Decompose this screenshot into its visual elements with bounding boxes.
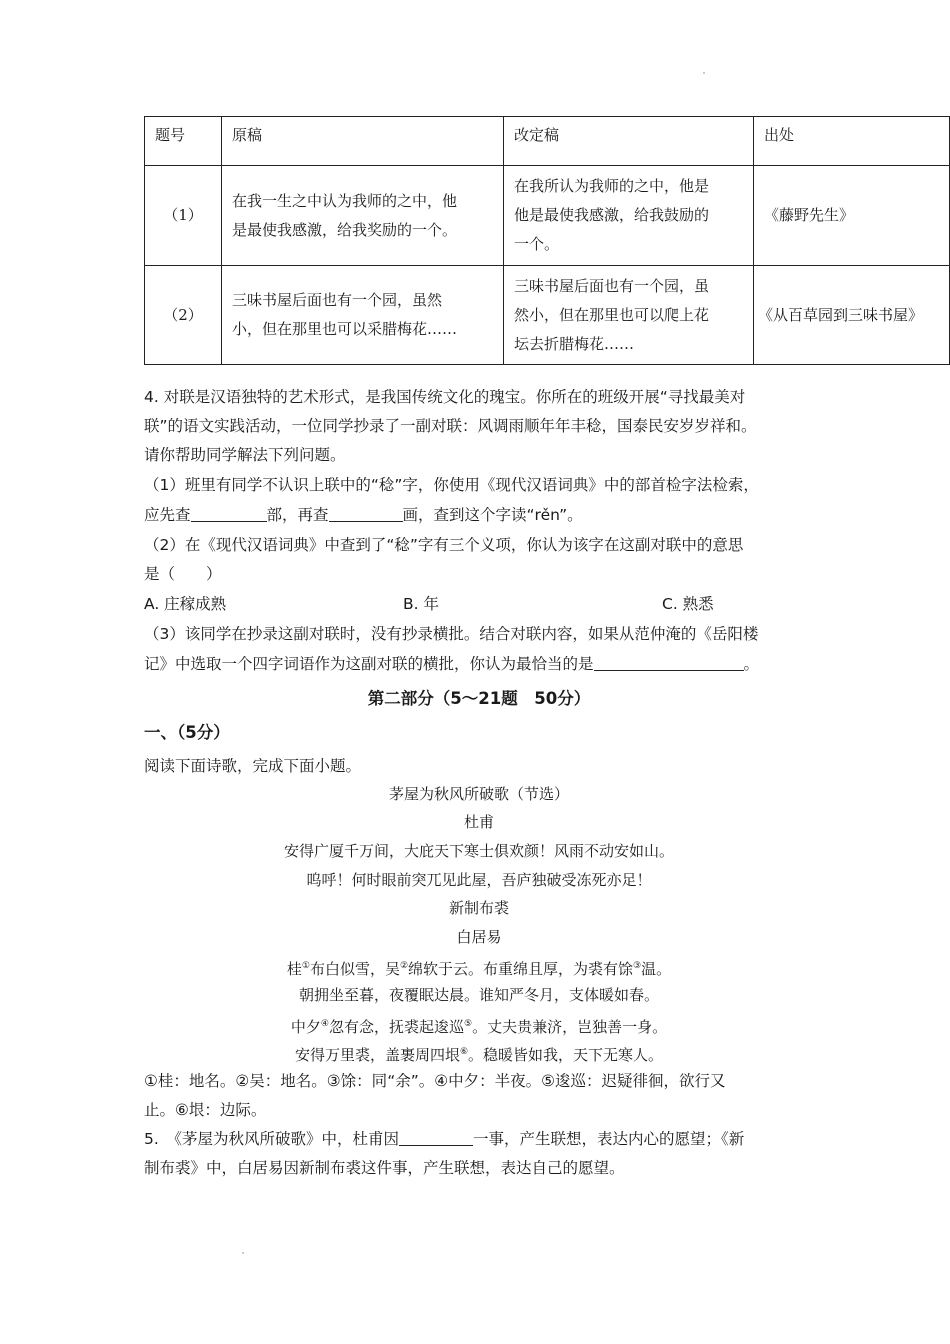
header-source: 出处	[754, 117, 950, 166]
text-segment: 。稳暖皆如我，天下无寒人。	[468, 1046, 664, 1064]
text-line: 一个。	[514, 235, 560, 253]
q4-part3-line: （3）该同学在抄录这副对联时，没有抄录横批。结合对联内容，如果从范仲淹的《岳阳楼	[144, 625, 759, 643]
part2-title: 第二部分（5～21题 50分）	[367, 689, 591, 708]
poem2-line	[144, 952, 814, 984]
header-original: 原稿	[222, 117, 504, 166]
original-text	[222, 266, 504, 365]
footnote-marker: ⑤	[464, 1019, 473, 1029]
q5-line	[144, 1125, 744, 1154]
q4-part1-answer-line	[144, 501, 583, 530]
text-segment: 桂	[286, 960, 302, 978]
poem2-line: 朝拥坐至暮，夜覆眠达晨。谁知严冬月，支体暖如春。	[298, 986, 659, 1004]
header-number: 题号	[145, 117, 222, 166]
q4-part2-line: （2）在《现代汉语词典》中查到了“稔”字有三个义项，你认为该字在这副对联中的意思	[144, 536, 744, 554]
poem1-title: 茅屋为秋风所破歌（节选）	[388, 785, 569, 803]
event-answer-blank[interactable]	[399, 1127, 473, 1146]
text-line: 三味书屋后面也有一个园，虽然	[232, 291, 443, 309]
q4-intro-line: 联”的语文实践活动，一位同学抄录了一副对联：风调雨顺年年丰稔，国泰民安岁岁祥和。	[144, 417, 757, 435]
revised-text	[504, 266, 754, 365]
text-line: 小，但在那里也可以采腊梅花……	[232, 320, 458, 338]
row-number: （1）	[145, 166, 222, 266]
text-line: 在我一生之中认为我师的之中，他	[232, 191, 458, 210]
text-segment: 。丈夫贵兼济，岂独善一身。	[472, 1018, 668, 1036]
poem2-title: 新制布裘	[448, 899, 509, 917]
q4-intro-line: 4. 对联是汉语独特的艺术形式，是我国传统文化的瑰宝。你所在的班级开展“寻找最美对	[144, 388, 746, 406]
poem2-author: 白居易	[456, 928, 502, 946]
row-number: （2）	[145, 266, 222, 365]
radical-answer-blank[interactable]	[191, 503, 267, 522]
text-segment: 5. 《茅屋为秋风所破歌》中，杜甫因	[144, 1130, 400, 1148]
section-one-heading: 一、（5分）	[144, 723, 230, 742]
stroke-count-answer-blank[interactable]	[329, 503, 403, 522]
option-a[interactable]: A. 庄稼成熟	[144, 595, 227, 613]
text-segment: 应先查	[144, 506, 191, 524]
text-segment: 。	[743, 655, 760, 673]
q4-part2-line: 是（ ）	[144, 565, 222, 583]
text-segment: 中夕	[290, 1018, 321, 1036]
q4-intro-line: 请你帮助同学解法下列问题。	[144, 446, 346, 464]
header-revised: 改定稿	[504, 117, 754, 166]
annotation-line: ①桂：地名。②吴：地名。③馀：同“余”。④中夕：半夜。⑤逡巡：迟疑徘徊，欲行又	[144, 1072, 726, 1090]
text-line: 然小，但在那里也可以爬上花	[514, 305, 710, 324]
revised-text	[504, 166, 754, 266]
poem1-line: 安得广厦千万间，大庇天下寒士俱欢颜！风雨不动安如山。	[283, 842, 674, 860]
q4-part3-answer-line	[144, 650, 759, 679]
poem1-author: 杜甫	[463, 813, 494, 831]
option-c[interactable]: C. 熟悉	[662, 595, 714, 613]
text-segment: 记》中选取一个四字词语作为这副对联的横批，你认为最恰当的是	[144, 655, 594, 673]
text-line: 是最使我感激，给我奖励的一个。	[232, 220, 458, 239]
q4-part1-line: （1）班里有同学不认识上联中的“稔”字，你使用《现代汉语词典》中的部首检字法检索，	[144, 476, 759, 494]
table-header-row	[145, 117, 950, 166]
banner-answer-blank[interactable]	[594, 652, 744, 671]
text-line: 他是最使我感激，给我鼓励的	[514, 206, 710, 224]
text-segment: 部，再查	[266, 506, 329, 524]
poem1-line: 呜呼！何时眼前突兀见此屋，吾庐独破受冻死亦足！	[306, 871, 652, 889]
text-segment: 一事，产生联想，表达内心的愿望；《新	[473, 1130, 745, 1148]
text-segment: 温。	[641, 960, 672, 978]
table-row	[145, 266, 950, 365]
q5-line: 制布裘》中，白居易因新制布裘这件事，产生联想，表达自己的愿望。	[144, 1159, 625, 1177]
poem2-line	[144, 1038, 814, 1070]
text-line: 在我所认为我师的之中，他是	[514, 177, 710, 195]
text-line: 三味书屋后面也有一个园，虽	[514, 276, 710, 295]
option-b[interactable]: B. 年	[403, 595, 439, 613]
revision-table	[144, 116, 950, 365]
annotation-line: 止。⑥垠：边际。	[144, 1101, 267, 1119]
scan-dot	[242, 1252, 244, 1254]
table-row	[145, 166, 950, 266]
text-segment: 忽有念，抚裘起逡巡	[328, 1018, 464, 1036]
footnote-marker: ②	[399, 961, 409, 971]
footnote-marker: ⑥	[459, 1047, 469, 1057]
text-segment: 布白似雪，吴	[309, 960, 400, 978]
text-segment: 画，查到这个字读“rěn”。	[402, 506, 583, 524]
text-segment: 绵软于云。布重绵且厚，为裘有馀	[408, 960, 634, 978]
original-text	[222, 166, 504, 266]
scan-dot	[703, 72, 705, 74]
footnote-marker: ④	[320, 1019, 329, 1029]
reading-instruction: 阅读下面诗歌，完成下面小题。	[144, 757, 362, 775]
source-text: 《从百草园到三味书屋》	[754, 266, 950, 365]
text-segment: 安得万里裘，盖裹周四垠	[294, 1046, 460, 1064]
footnote-marker: ①	[301, 961, 310, 971]
footnote-marker: ③	[633, 961, 642, 971]
source-text: 《藤野先生》	[754, 166, 950, 266]
text-line: 坛去折腊梅花……	[514, 334, 635, 353]
